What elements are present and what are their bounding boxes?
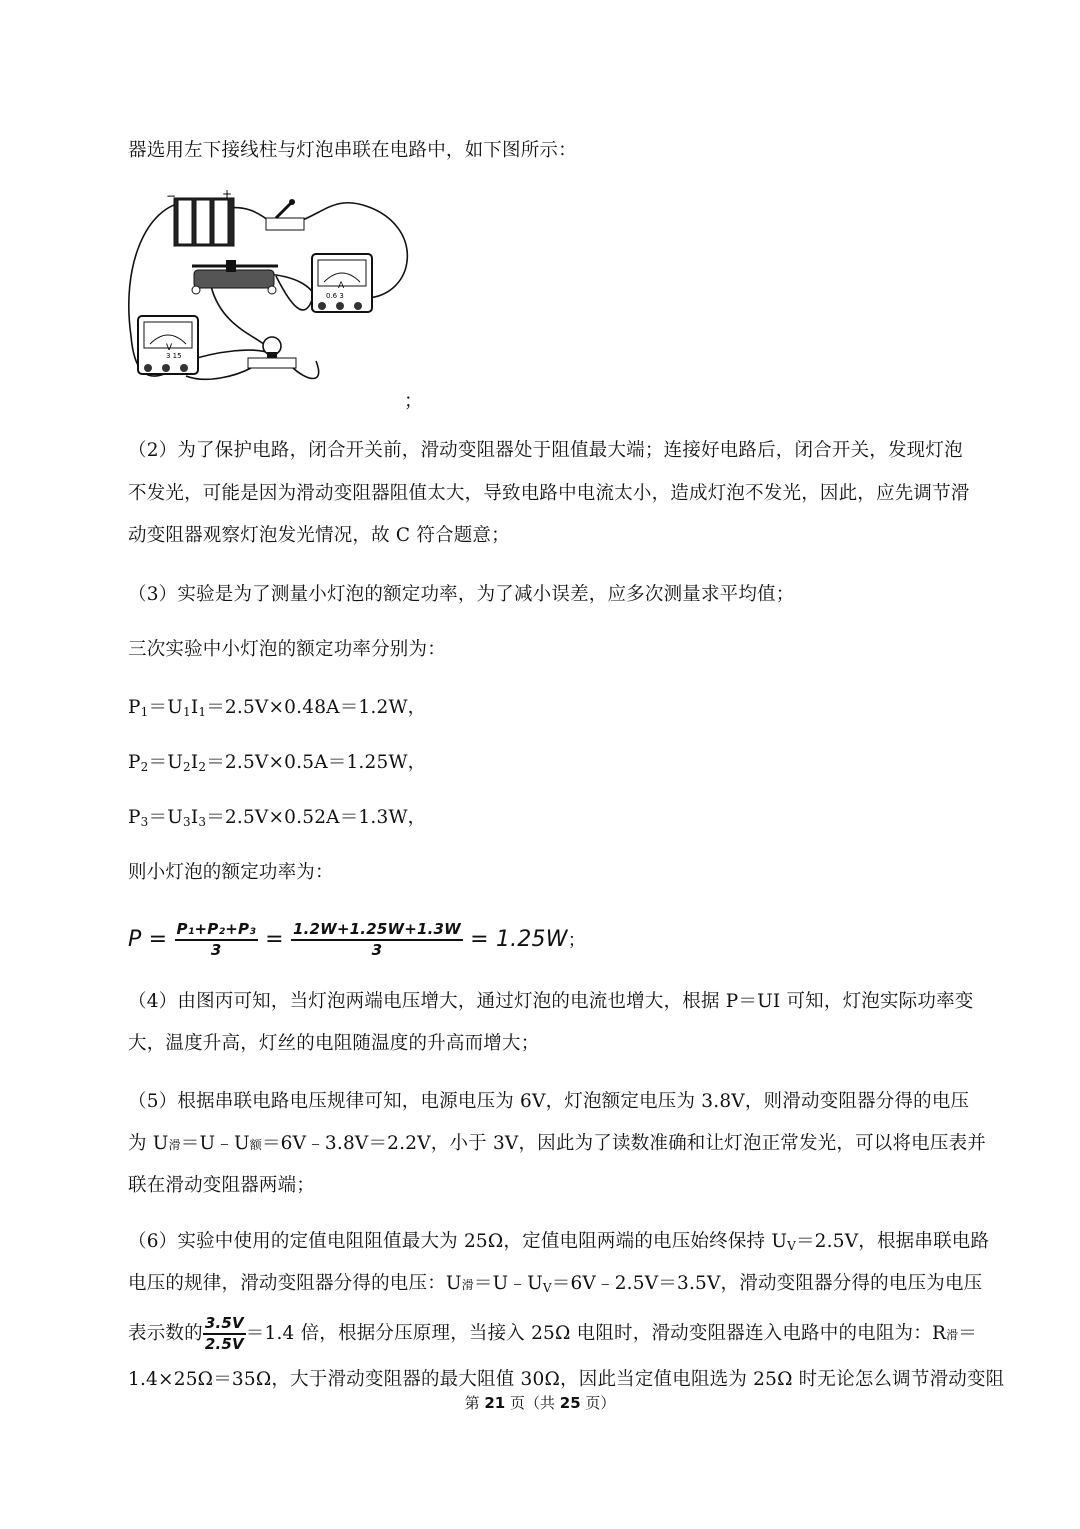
text-line: 电压的规律，滑动变阻器分得的电压：U滑$=U﹣U_V=6V﹣2.5V=3.5V$，滑动变阻器分得的电压为电压 <box>128 1273 983 1295</box>
text-line: （3）实验是为了测量小灯泡的额定功率，为了减小误差，应多次测量求平均值； <box>128 584 795 605</box>
equation-p2: $P_2=U_2I_2=2.5V\times 0.5A=1.25W$， <box>128 752 427 774</box>
text-line: 三次实验中小灯泡的额定功率分别为： <box>128 639 446 660</box>
text-line: 动变阻器观察灯泡发光情况，故 C 符合题意； <box>128 525 510 546</box>
text-line: 大，温度升高，灯丝的电阻随温度的升高而增大； <box>128 1033 540 1054</box>
equation-p3: $P_3=U_3I_3=2.5V\times 0.52A=1.3W$， <box>128 807 427 829</box>
battery-minus-label: − <box>166 189 177 203</box>
average-power-formula: P = $\frac{\text{P₁+P₂+P₃}}{3}$ = $\frac{1.2W+1.25W+1.3W}{3}$ = 1.25W； <box>128 920 586 959</box>
text-line: 1.4×25Ω＝35Ω，大于滑动变阻器的最大阻值 30Ω，因此当定值电阻选为 25Ω 时无论怎么调节滑动变阻 <box>128 1369 1005 1390</box>
text-line: （4）由图丙可知，当灯泡两端电压增大，通过灯泡的电流也增大，根据 P＝UI 可知，灯泡实际功率变 <box>128 991 974 1012</box>
fraction-sum: $\frac{\text{P₁+P₂+P₃}}{3}$ <box>176 920 256 959</box>
text-line: 则小灯泡的额定功率为： <box>128 862 334 883</box>
fraction-ratio: $\frac{3.5V}{2.5V}$ <box>204 1314 244 1353</box>
page-total: 25 <box>559 1394 581 1412</box>
text-line: （2）为了保护电路，闭合开关前，滑动变阻器处于阻值最大端；连接好电路后，闭合开关，发现灯泡 <box>128 440 963 461</box>
page-number: 21 <box>484 1394 506 1412</box>
circuit-diagram <box>126 186 416 386</box>
voltmeter <box>138 316 198 374</box>
rheostat <box>192 260 278 294</box>
text-semicolon: ； <box>404 391 423 412</box>
voltmeter-label: V <box>166 343 173 353</box>
battery <box>166 187 234 246</box>
text-line: 联在滑动变阻器两端； <box>128 1175 316 1196</box>
battery-plus-label: + <box>222 187 233 201</box>
text-line: 为 U滑＝U﹣U额＝6V﹣3.8V＝2.2V，小于 3V，因此为了读数准确和让灯泡正常发光，可以将电压表并 <box>128 1133 986 1154</box>
text-line: 表示数的 $\frac{3.5V}{2.5V}$ ＝1.4 倍，根据分压原理，当接入 25Ω 电阻时，滑动变阻器连入电路中的电阻为：R滑＝ <box>128 1314 977 1353</box>
ammeter-label: A <box>338 281 345 291</box>
text-line: （6）实验中使用的定值电阻阻值最大为 25Ω，定值电阻两端的电压始终保持 $U_V=2.5V$，根据串联电路 <box>128 1231 990 1253</box>
voltmeter-scale: 3 15 <box>166 352 182 360</box>
text-line: 不发光，可能是因为滑动变阻器阻值太大，导致电路中电流太小，造成灯泡不发光，因此，应先调节滑 <box>128 483 970 504</box>
ammeter <box>312 254 372 312</box>
light-bulb <box>248 337 296 368</box>
text-line: 器选用左下接线柱与灯泡串联在电路中，如下图所示： <box>128 140 577 161</box>
fraction-values: $\frac{1.2W+1.25W+1.3W}{3}$ <box>292 920 461 959</box>
wire <box>276 276 312 310</box>
ammeter-scale: 0.6 3 <box>326 292 344 300</box>
text-line: （5）根据串联电路电压规律可知，电源电压为 6V，灯泡额定电压为 3.8V，则滑动变阻器分得的电压 <box>128 1091 970 1112</box>
equation-p1: $P_1=U_1I_1=2.5V\times 0.48A=1.2W$， <box>128 697 427 719</box>
page-footer: 第 21 页（共 25 页） <box>464 1394 616 1412</box>
switch <box>266 199 304 230</box>
